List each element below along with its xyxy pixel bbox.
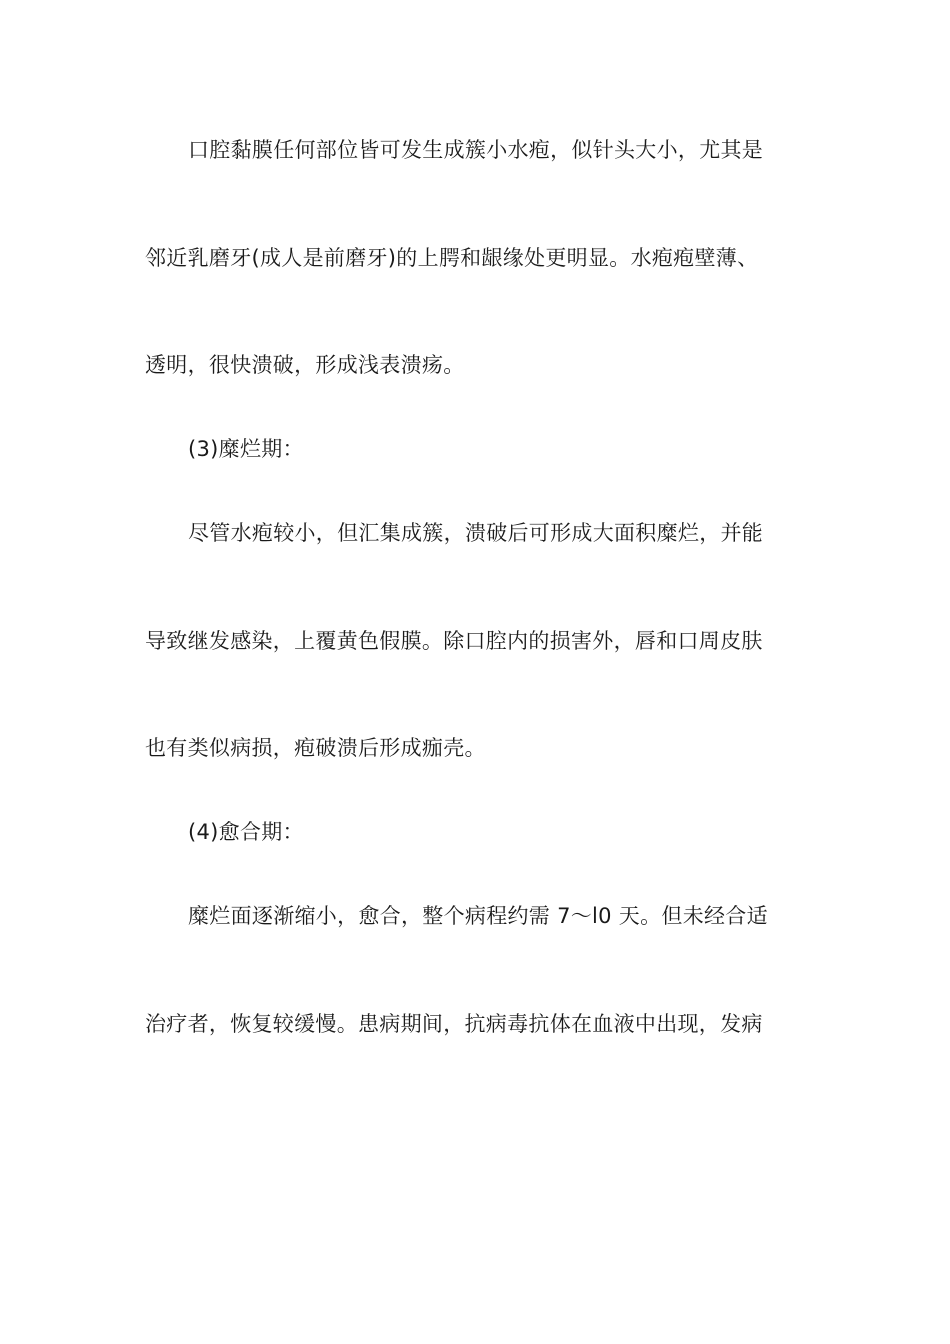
- text-line: 透明，很快溃破，形成浅表溃疡。: [145, 353, 465, 377]
- text-line: 也有类似病损，疱破溃后形成痂壳。: [145, 736, 486, 760]
- text-line: 口腔黏膜任何部位皆可发生成簇小水疱，似针头大小，尤其是: [188, 138, 764, 162]
- text-line: 尽管水疱较小，但汇集成簇，溃破后可形成大面积糜烂，并能: [188, 521, 764, 545]
- text-line: 糜烂面逐渐缩小，愈合，整个病程约需 7～l0 天。但未经合适: [188, 904, 768, 928]
- text-line: 邻近乳磨牙(成人是前磨牙)的上腭和龈缘处更明显。水疱疱壁薄、: [145, 246, 759, 270]
- section-heading: (3)糜烂期：: [188, 437, 304, 461]
- text-line: 治疗者，恢复较缓慢。患病期间，抗病毒抗体在血液中出现，发病: [145, 1012, 763, 1036]
- section-heading: (4)愈合期：: [188, 820, 304, 844]
- text-line: 导致继发感染，上覆黄色假膜。除口腔内的损害外，唇和口周皮肤: [145, 629, 763, 653]
